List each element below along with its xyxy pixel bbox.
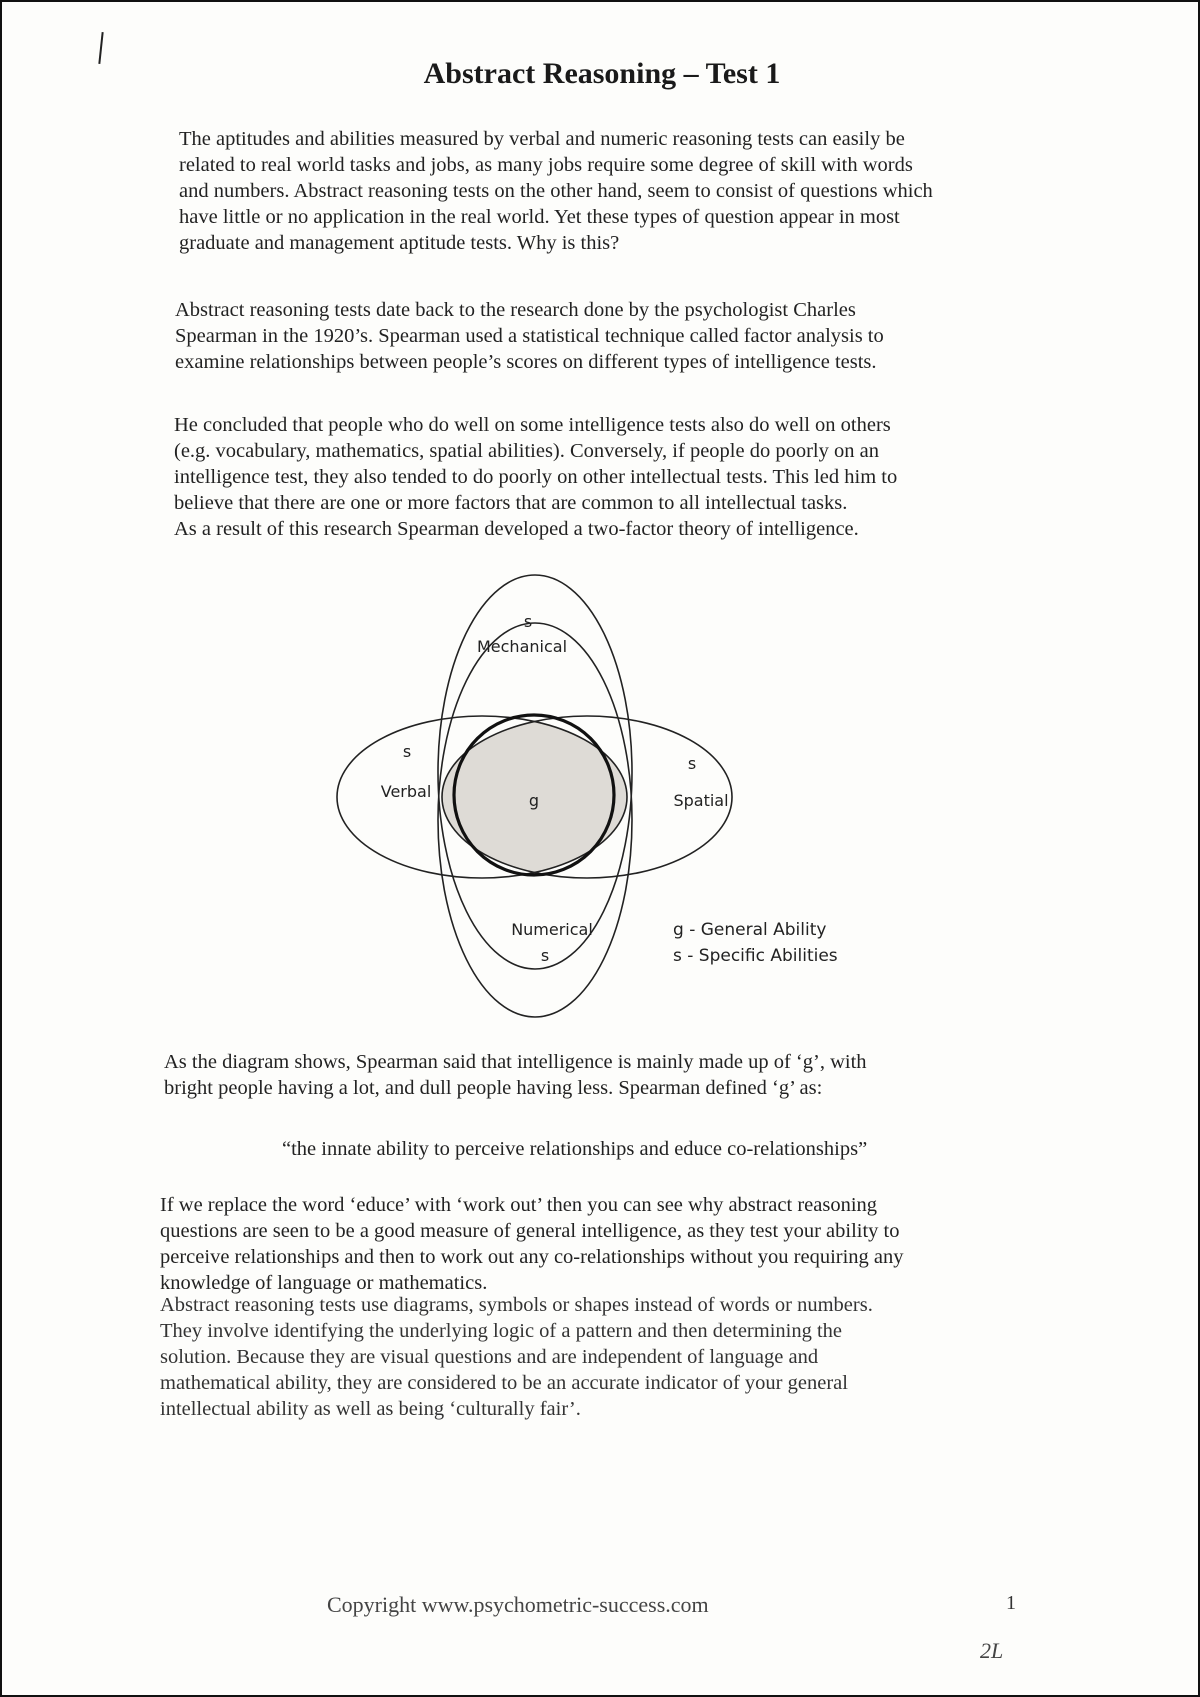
paragraph-line: He concluded that people who do well on some intelligence tests also do well on others <box>174 414 891 436</box>
mechanical-s-label: s <box>523 612 533 631</box>
history-paragraph <box>175 297 884 375</box>
paragraph-line: As a result of this research Spearman developed a two-factor theory of intelligence. <box>174 518 859 540</box>
verbal-s-label: s <box>402 742 412 761</box>
paragraph-line: graduate and management aptitude tests. Why is this? <box>179 232 620 254</box>
numerical-s-label: s <box>540 946 550 965</box>
definition-quote: “the innate ability to perceive relationships and educe co-relationships” <box>282 1138 868 1160</box>
paragraph-line: knowledge of language or mathematics. <box>160 1272 488 1294</box>
paragraph-line: As the diagram shows, Spearman said that intelligence is mainly made up of ‘g’, with <box>164 1051 867 1073</box>
g-label: g <box>528 791 540 810</box>
paragraph-line: If we replace the word ‘educe’ with ‘work out’ then you can see why abstract reasoning <box>160 1194 878 1216</box>
paragraph-line: solution. Because they are visual questions and are independent of language and <box>160 1346 819 1368</box>
venn-diagram <box>322 572 882 1022</box>
spatial-s-label: s <box>687 754 697 773</box>
paragraph-line: perceive relationships and then to work out any co-relationships without you requiring any <box>160 1246 904 1268</box>
paragraph-line: bright people having a lot, and dull people having less. Spearman defined ‘g’ as: <box>164 1077 823 1099</box>
copyright-footer: Copyright www.psychometric-success.com <box>327 1592 709 1617</box>
paragraph-line: believe that there are one or more factors that are common to all intellectual tasks. <box>174 492 848 514</box>
paragraph-line: examine relationships between people’s scores on different types of intelligence tests. <box>175 351 877 373</box>
educe-paragraph <box>160 1192 904 1296</box>
paragraph-line: and numbers. Abstract reasoning tests on the other hand, seem to consist of questions which <box>179 180 933 202</box>
intro-paragraph <box>179 126 933 256</box>
paragraph-line: Abstract reasoning tests use diagrams, symbols or shapes instead of words or numbers. <box>160 1294 873 1316</box>
paragraph-line: The aptitudes and abilities measured by verbal and numeric reasoning tests can easily be <box>179 128 905 150</box>
paragraph-line: Abstract reasoning tests date back to the research done by the psychologist Charles <box>175 299 856 321</box>
paragraph-line: They involve identifying the underlying logic of a pattern and then determining the <box>160 1320 843 1342</box>
paragraph-line: (e.g. vocabulary, mathematics, spatial abilities). Conversely, if people do poorly on an <box>174 440 879 462</box>
closing-paragraph <box>160 1292 873 1422</box>
verbal-label: Verbal <box>380 782 432 801</box>
handwritten-note: 2L <box>980 1638 1004 1663</box>
paragraph-line: related to real world tasks and jobs, as many jobs require some degree of skill with words <box>179 154 913 176</box>
paragraph-line: questions are seen to be a good measure of general intelligence, as they test your ability to <box>160 1220 900 1242</box>
explanation-paragraph <box>164 1049 867 1101</box>
paragraph-line: mathematical ability, they are considered to be an accurate indicator of your general <box>160 1372 848 1394</box>
page-title: Abstract Reasoning – Test 1 <box>423 57 781 90</box>
numerical-label: Numerical <box>511 920 593 939</box>
legend-specific: s - Specific Abilities <box>673 946 838 966</box>
legend-general: g - General Ability <box>673 920 827 940</box>
paragraph-line: have little or no application in the real world. Yet these types of question appear in most <box>179 206 900 228</box>
conclusion-paragraph <box>174 412 897 542</box>
paragraph-line: intellectual ability as well as being ‘culturally fair’. <box>160 1398 581 1420</box>
paragraph-line: Spearman in the 1920’s. Spearman used a statistical technique called factor analysis to <box>175 325 884 347</box>
page-number: 1 <box>1006 1592 1016 1614</box>
spatial-label: Spatial <box>673 791 729 810</box>
paragraph-line: intelligence test, they also tended to do poorly on other intellectual tests. This led him to <box>174 466 898 488</box>
mechanical-label: Mechanical <box>476 637 568 656</box>
